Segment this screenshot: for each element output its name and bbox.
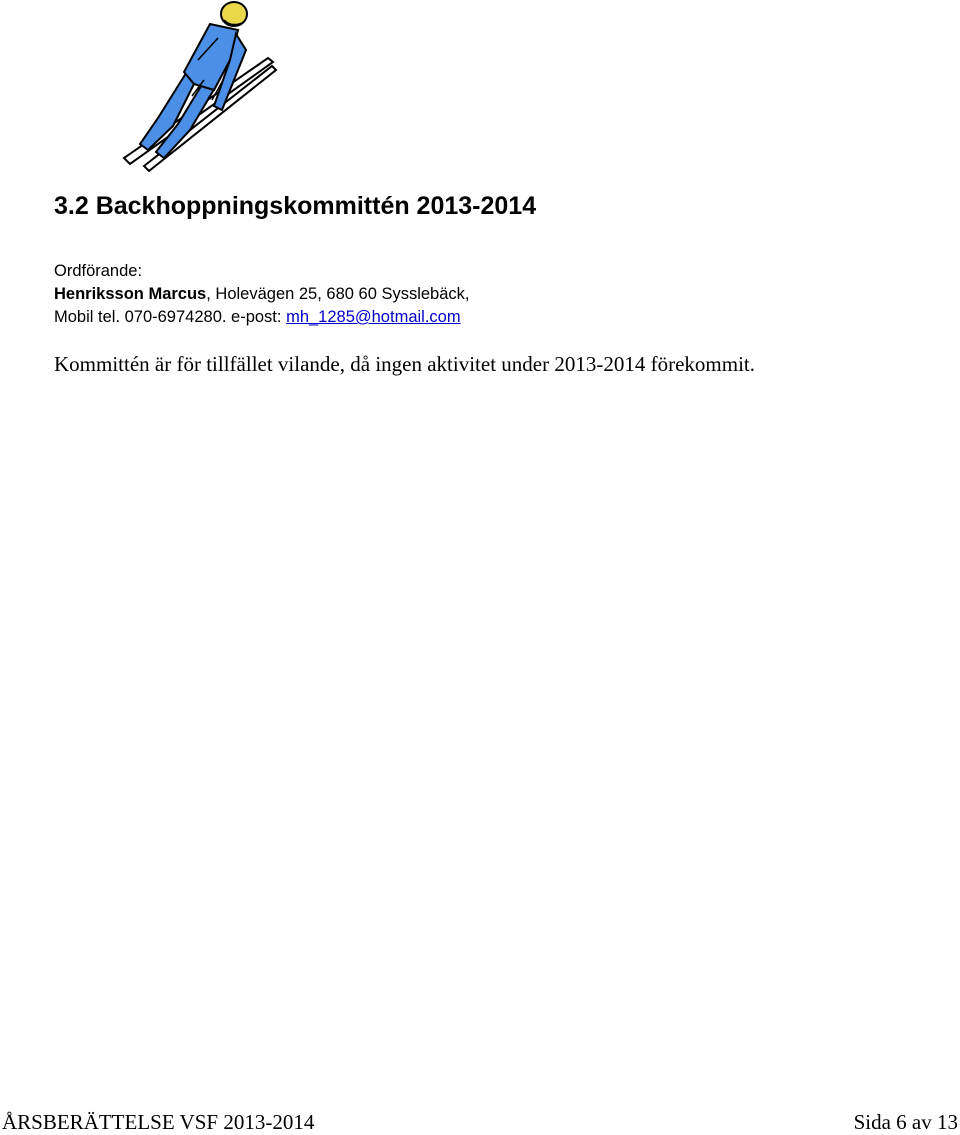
chair-line [54,283,470,306]
body-paragraph: Kommittén är för tillfället vilande, då ingen aktivitet under 2013-2014 förekommit. [54,352,755,376]
chair-role-label: Ordförande: [54,262,143,280]
chair-email-link[interactable]: mh_1285@hotmail.com [286,308,461,326]
chair-phone: Mobil tel. 070-6974280. e-post: [54,308,287,326]
footer-report-title: ÅRSBERÄTTELSE VSF 2013-2014 [2,1110,315,1134]
footer-page-number: Sida 6 av 13 [853,1110,958,1134]
section-title: 3.2 Backhoppningskommittén 2013-2014 [54,192,537,220]
chair-name: Henriksson Marcus [54,285,207,303]
ski-jumper-icon [118,0,278,172]
page-footer [0,1110,960,1134]
chair-address: , Holevägen 25, 680 60 Sysslebäck, [206,285,470,303]
chair-contact [54,260,470,329]
chair-phone-line [54,306,470,329]
